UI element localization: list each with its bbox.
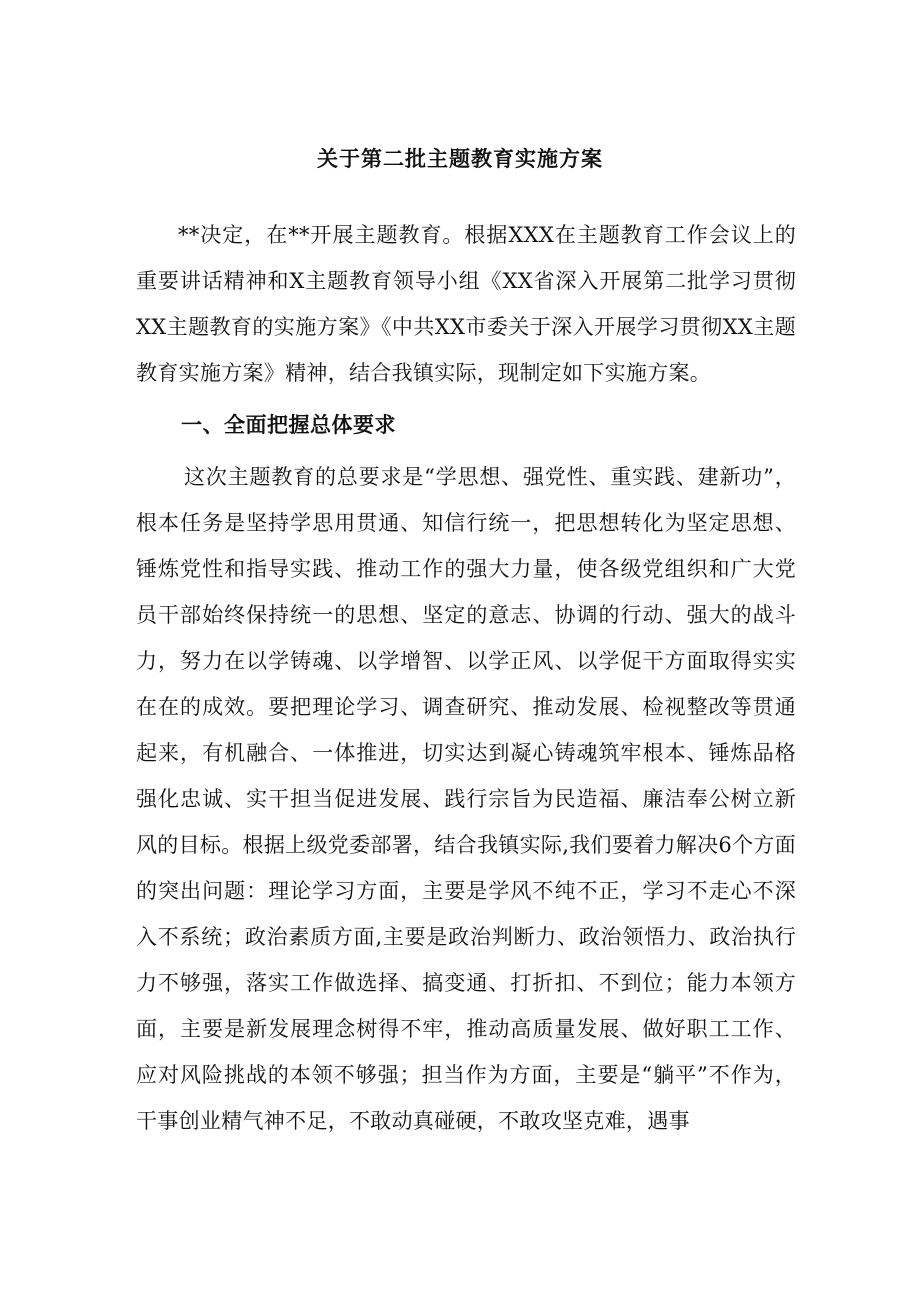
intro-paragraph: **决定，在**开展主题教育。根据XXX在主题教育工作会议上的重要讲话精神和X主题教育领导小组《XX省深入开展第二批学习贯彻XX主题教育的实施方案》《中共XX市委关于深入开展学习贯彻XX主题教育实施方案》精神，结合我镇实际，现制定如下实施方案。 xyxy=(136,223,796,385)
section-heading-overall-requirements: 一、全面把握总体要求 xyxy=(181,413,396,437)
document-title: 关于第二批主题教育实施方案 xyxy=(317,147,603,171)
overall-requirements-paragraph: 这次主题教育的总要求是“学思想、强党性、重实践、建新功”，根本任务是坚持学思用贯通、知信行统一，把思想转化为坚定思想、锤炼党性和指导实践、推动工作的强大力量，使各级党组织和广大党员干部始终保持统一的思想、坚定的意志、协调的行动、强大的战斗力，努力在以学铸魂、以学增智、以学正风、以学促干方面取得实实在在的成效。要把理论学习、调查研究、推动发展、检视整改等贯通起来，有机融合、一体推进，切实达到凝心铸魂筑牢根本、锤炼品格强化忠诚、实干担当促进发展、践行宗旨为民造福、廉洁奉公树立新风的目标。根据上级党委部署，结合我镇实际,我们要着力解决6个方面的突出问题：理论学习方面，主要是学风不纯不正，学习不走心不深入不系统；政治素质方面,主要是政治判断力、政治领悟力、政治执行力不够强，落实工作做选择、搞变通、打折扣、不到位；能力本领方面，主要是新发展理念树得不牢，推动高质量发展、做好职工工作、应对风险挑战的本领不够强；担当作为方面，主要是“躺平”不作为，干事创业精气神不足，不敢动真碰硬，不敢攻坚克难，遇事 xyxy=(136,465,796,1133)
